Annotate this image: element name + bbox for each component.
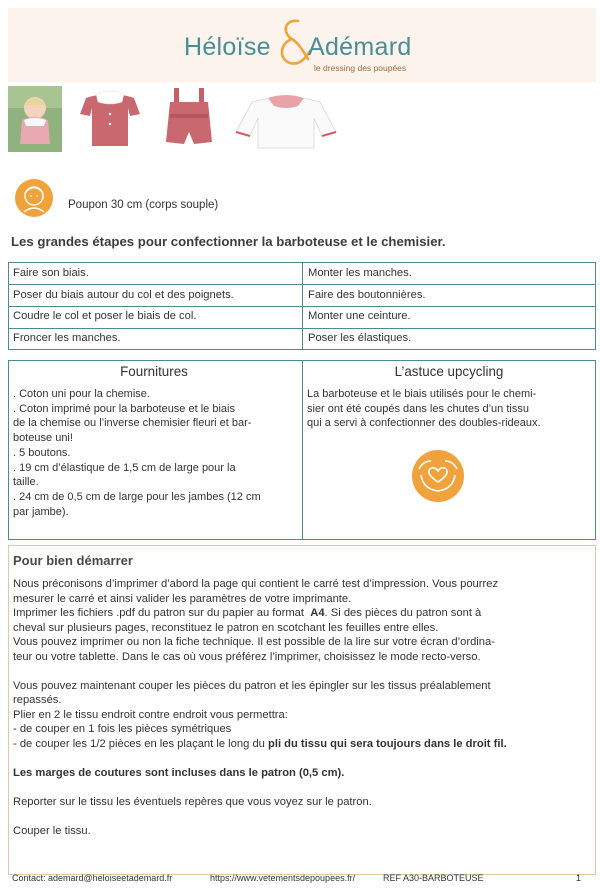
text-line: Vous pouvez maintenant couper les pièces du patron et les épingler sur les tissus préalablement	[13, 679, 491, 692]
column-divider	[302, 361, 303, 539]
text-line: cheval sur plusieurs pages, reconstituez le patron en scotchant les feuilles entre elles.	[13, 621, 439, 634]
romper-shirt-photo	[76, 84, 144, 156]
text-line: repassés.	[13, 694, 62, 706]
step-cell: Poser les élastiques.	[308, 331, 412, 344]
brand-name-right: Adémard	[308, 33, 412, 61]
list-item: . 19 cm d’élastique de 1,5 cm de large pour la	[13, 461, 236, 474]
reference-code: REF A30-BARBOTEUSE	[383, 873, 484, 883]
fournitures-title: Fournitures	[120, 364, 188, 379]
list-item: taille.	[13, 476, 39, 489]
text-line: - de couper les 1/2 pièces en les plaçant le long du pli du tissu qui sera toujours dans le droit fil.	[13, 737, 507, 750]
page-number: 1	[576, 873, 582, 883]
text-line: teur ou votre tablette. Dans le cas où vous préférez l’imprimer, choisissez le mode recto-verso.	[13, 650, 481, 663]
website-link: https://www.vetementsdepoupees.fr/	[210, 873, 356, 883]
brand-tagline: le dressing des poupées	[314, 63, 407, 73]
shirt-photo	[232, 84, 340, 156]
brand-logo	[184, 23, 434, 77]
step-cell: Faire des boutonnières.	[308, 288, 426, 301]
instructions-text	[13, 577, 593, 838]
list-item: . Coton imprimé pour la barboteuse et le biais	[13, 402, 235, 415]
list-item: . Coton uni pour la chemise.	[13, 388, 150, 400]
page-title: Les grandes étapes pour confectionner la barboteuse et le chemisier.	[11, 234, 446, 249]
hands-heart-icon	[411, 449, 465, 503]
text-line: Les marges de coutures sont incluses dans le patron (0,5 cm).	[13, 766, 345, 779]
step-cell: Poser du biais autour du col et des poignets.	[13, 288, 234, 301]
doll-size-label: Poupon 30 cm (corps souple)	[68, 199, 219, 211]
supplies-box	[8, 360, 596, 540]
page-footer	[8, 873, 596, 887]
astuce-title: L’astuce upcycling	[394, 364, 504, 379]
instructions-box	[8, 545, 596, 875]
fournitures-list	[13, 387, 297, 519]
instructions-title: Pour bien démarrer	[13, 553, 133, 568]
text-line: Imprimer les fichiers .pdf du patron sur du papier au format A4. Si des pièces du patron sont à	[13, 607, 482, 619]
text-line: Vous pouvez imprimer ou non la fiche technique. Il est possible de la lire sur votre écran d’ordina-	[13, 636, 495, 648]
text-line: Couper le tissu.	[13, 824, 91, 837]
list-item: par jambe).	[13, 505, 69, 518]
romper-photo	[158, 84, 220, 156]
contact-email: Contact: ademard@heloiseetademard.fr	[12, 873, 173, 883]
step-cell: Monter les manches.	[308, 267, 412, 279]
list-item: . 24 cm de 0,5 cm de large pour les jambes (12 cm	[13, 490, 261, 503]
text-line: Reporter sur le tissu les éventuels repères que vous voyez sur le patron.	[13, 795, 372, 808]
header-banner	[8, 8, 596, 82]
doll-photo	[8, 86, 62, 152]
text-line: mesurer le carré et ainsi valider les paramètres de votre imprimante.	[13, 592, 352, 605]
doll-face-icon	[14, 178, 54, 218]
list-item: boteuse uni!	[13, 432, 73, 445]
list-item: de la chemise ou l’inverse chemisier fleuri et bar-	[13, 417, 252, 430]
brand-name-left: Héloïse	[184, 33, 271, 61]
text-line: sier ont été coupés dans les chutes d’un tissu	[307, 402, 529, 415]
text-line: Plier en 2 le tissu endroit contre endroit vous permettra:	[13, 708, 288, 721]
text-line: - de couper en 1 fois les pièces symétriques	[13, 723, 232, 735]
text-line: Nous préconisons d’imprimer d’abord la page qui contient le carré test d’impression. Vous pourrez	[13, 578, 499, 590]
step-cell: Monter une ceinture.	[308, 310, 411, 322]
step-cell: Faire son biais.	[13, 267, 89, 279]
text-line: La barboteuse et le biais utilisés pour le chemi-	[307, 388, 537, 400]
astuce-text	[307, 387, 591, 431]
step-cell: Froncer les manches.	[13, 331, 121, 344]
list-item: . 5 boutons.	[13, 446, 71, 459]
step-cell: Coudre le col et poser le biais de col.	[13, 310, 197, 322]
text-line: qui a servi à confectionner des doubles-rideaux.	[307, 417, 541, 430]
steps-table	[8, 262, 596, 350]
